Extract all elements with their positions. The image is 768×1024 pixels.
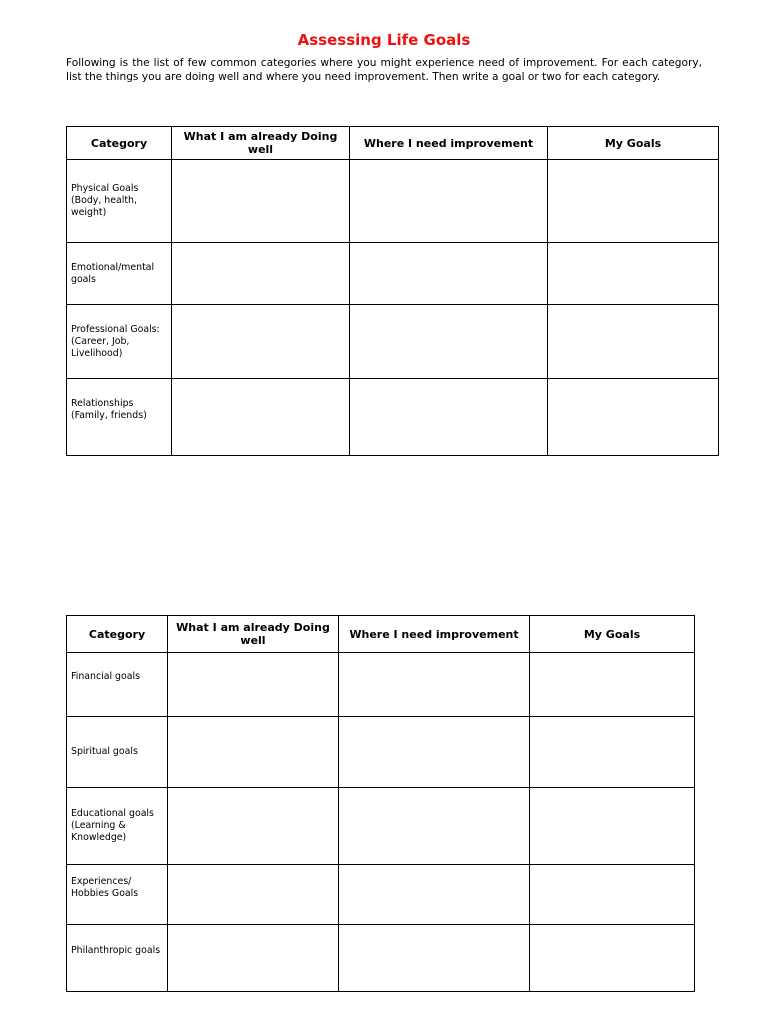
table-header-row: [67, 127, 719, 160]
doing-well-cell[interactable]: [168, 717, 339, 788]
improvement-cell[interactable]: [339, 717, 530, 788]
header-improvement: Where I need improvement: [350, 127, 548, 160]
doing-well-cell[interactable]: [172, 243, 350, 305]
doing-well-cell[interactable]: [172, 379, 350, 456]
table-row: [67, 717, 695, 788]
improvement-cell[interactable]: [350, 160, 548, 243]
improvement-cell[interactable]: [339, 925, 530, 992]
goals-cell[interactable]: [530, 788, 695, 865]
table-row: [67, 925, 695, 992]
life-goals-table-2: [66, 615, 695, 992]
category-label: Spiritual goals: [71, 746, 138, 757]
category-cell: [67, 925, 168, 992]
category-label: Emotional/mental goals: [71, 261, 155, 285]
improvement-cell[interactable]: [350, 379, 548, 456]
header-doing-well: What I am already Doing well: [172, 127, 350, 160]
doing-well-cell[interactable]: [168, 925, 339, 992]
doing-well-cell[interactable]: [168, 653, 339, 717]
category-label: Financial goals: [71, 671, 140, 682]
category-label: Philanthropic goals: [71, 945, 161, 956]
table-header-row: [67, 616, 695, 653]
goals-cell[interactable]: [530, 653, 695, 717]
goals-cell[interactable]: [548, 379, 719, 456]
intro-paragraph: Following is the list of few common categories where you might experience need of improvement. For each category, list the things you are doing well and where you need improvement. Then write a goal or two for each category.: [66, 57, 702, 83]
goals-cell[interactable]: [548, 243, 719, 305]
improvement-cell[interactable]: [339, 788, 530, 865]
goals-cell[interactable]: [548, 305, 719, 379]
category-label: Relationships (Family, friends): [71, 398, 147, 421]
table-row: [67, 379, 719, 456]
category-cell: [67, 717, 168, 788]
header-category: Category: [67, 127, 172, 160]
category-cell: [67, 788, 168, 865]
doing-well-cell[interactable]: [168, 788, 339, 865]
category-label: Physical Goals (Body, health, weight): [71, 183, 139, 218]
category-cell: [67, 160, 172, 243]
category-cell: [67, 865, 168, 925]
goals-cell[interactable]: [548, 160, 719, 243]
header-improvement: Where I need improvement: [339, 616, 530, 653]
goals-cell[interactable]: [530, 717, 695, 788]
table-row: [67, 305, 719, 379]
category-cell: [67, 243, 172, 305]
improvement-cell[interactable]: [339, 653, 530, 717]
category-cell: [67, 305, 172, 379]
doing-well-cell[interactable]: [172, 305, 350, 379]
improvement-cell[interactable]: [350, 305, 548, 379]
goals-cell[interactable]: [530, 925, 695, 992]
document-title: Assessing Life Goals: [297, 31, 471, 49]
table-row: [67, 160, 719, 243]
table-row: [67, 653, 695, 717]
table-row: [67, 788, 695, 865]
category-cell: [67, 653, 168, 717]
header-category: Category: [67, 616, 168, 653]
table-row: [67, 865, 695, 925]
doing-well-cell[interactable]: [172, 160, 350, 243]
improvement-cell[interactable]: [350, 243, 548, 305]
category-cell: [67, 379, 172, 456]
goals-cell[interactable]: [530, 865, 695, 925]
category-label: Professional Goals: (Career, Job, Livelihood): [71, 323, 160, 359]
header-doing-well: What I am already Doing well: [168, 616, 339, 653]
doing-well-cell[interactable]: [168, 865, 339, 925]
table-row: [67, 243, 719, 305]
life-goals-table-1: [66, 126, 719, 456]
header-goals: My Goals: [530, 616, 695, 653]
category-label: Experiences/ Hobbies Goals: [71, 876, 139, 899]
category-label: Educational goals (Learning & Knowledge): [71, 808, 154, 843]
header-goals: My Goals: [548, 127, 719, 160]
improvement-cell[interactable]: [339, 865, 530, 925]
